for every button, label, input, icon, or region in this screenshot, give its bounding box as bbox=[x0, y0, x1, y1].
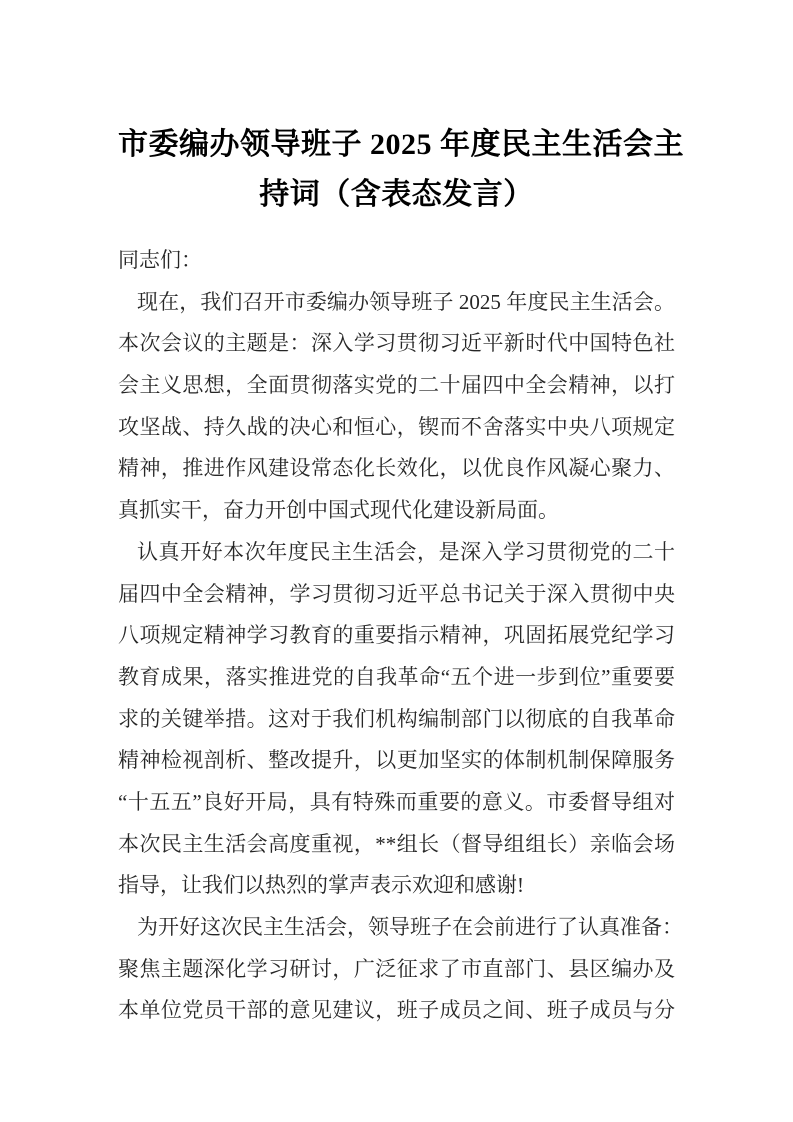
paragraph bbox=[118, 282, 675, 532]
document-title bbox=[118, 120, 684, 220]
body-line: 本单位党员干部的意见建议，班子成员之间、班子成员与分 bbox=[118, 998, 675, 1023]
body-line: 认真开好本次年度民主生活会，是深入学习贯彻党的二十 bbox=[137, 539, 675, 564]
body-line: 聚焦主题深化学习研讨，广泛征求了市直部门、县区编办及 bbox=[118, 956, 675, 981]
body-line: 真抓实干，奋力开创中国式现代化建设新局面。 bbox=[118, 498, 559, 523]
body-line: 本次会议的主题是：深入学习贯彻习近平新时代中国特色社 bbox=[118, 331, 675, 356]
body-line: 指导，让我们以热烈的掌声表示欢迎和感谢! bbox=[118, 873, 524, 898]
body-line: 精神，推进作风建设常态化长效化，以优良作风凝心聚力、 bbox=[118, 456, 675, 481]
body-line: 会主义思想，全面贯彻落实党的二十届四中全会精神，以打 bbox=[118, 373, 675, 398]
body-line: 为开好这次民主生活会，领导班子在会前进行了认真准备： bbox=[137, 915, 683, 939]
body-line: “十五五”良好开局，具有特殊而重要的意义。市委督导组对 bbox=[118, 789, 675, 814]
paragraph bbox=[118, 907, 683, 1032]
document-title-line-1: 市委编办领导班子 2025 年度民主生活会主 bbox=[118, 128, 684, 161]
body-line: 同志们： bbox=[118, 248, 202, 272]
document-body bbox=[118, 240, 683, 1032]
body-line: 精神检视剖析、整改提升，以更加坚实的体制机制保障服务 bbox=[118, 748, 675, 773]
document-title-line-2: 持词（含表态发言） bbox=[259, 178, 534, 211]
body-line: 攻坚战、持久战的决心和恒心，锲而不舍落实中央八项规定 bbox=[118, 414, 675, 439]
body-line: 现在，我们召开市委编办领导班子 2025 年度民主生活会。 bbox=[137, 289, 675, 314]
body-line: 教育成果，落实推进党的自我革命“五个进一步到位”重要要 bbox=[118, 664, 675, 689]
body-line: 届四中全会精神，学习贯彻习近平总书记关于深入贯彻中央 bbox=[118, 581, 675, 606]
paragraph bbox=[118, 240, 675, 282]
body-line: 八项规定精神学习教育的重要指示精神，巩固拓展党纪学习 bbox=[118, 623, 675, 648]
body-line: 本次民主生活会高度重视，**组长（督导组组长）亲临会场 bbox=[118, 831, 675, 856]
body-line: 求的关键举措。这对于我们机构编制部门以彻底的自我革命 bbox=[118, 706, 675, 731]
paragraph bbox=[118, 532, 675, 907]
